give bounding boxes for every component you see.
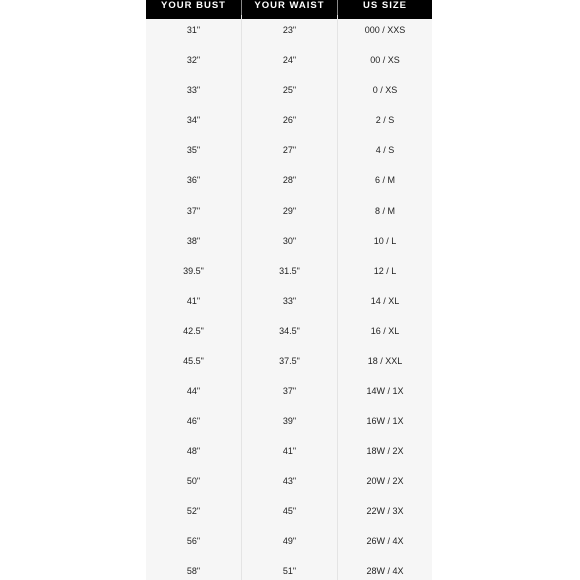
bust-cell: 46" [186, 416, 201, 427]
bust-cell: 36" [186, 175, 201, 186]
waist-cell: 49" [241, 526, 337, 556]
us-size-cell: 14 / XL [337, 286, 432, 316]
bust-cell: 33" [186, 85, 201, 96]
waist-cell: 45" [241, 496, 337, 526]
table-row [146, 526, 432, 556]
us-size-cell: 2 / S [337, 105, 432, 135]
bust-cell: 56" [186, 536, 201, 547]
bust-cell: 45.5" [183, 355, 204, 366]
bust-cell: 52" [186, 506, 201, 517]
waist-cell: 41" [241, 436, 337, 466]
bust-cell: 34" [186, 115, 201, 126]
waist-cell: 37.5" [241, 346, 337, 376]
us-size-cell: 16W / 1X [337, 406, 432, 436]
us-size-cell: 22W / 3X [337, 496, 432, 526]
waist-cell: 27" [241, 135, 337, 165]
us-size-cell: 26W / 4X [337, 526, 432, 556]
table-row [146, 376, 432, 406]
waist-cell: 43" [241, 466, 337, 496]
us-size-cell: 28W / 4X [337, 556, 432, 580]
waist-cell: 31.5" [241, 256, 337, 286]
waist-cell: 23" [241, 15, 337, 45]
bust-cell: 35" [186, 145, 201, 156]
bust-cell: 50" [186, 476, 201, 487]
waist-cell: 34.5" [241, 316, 337, 346]
size-chart-table [146, 0, 432, 580]
bust-cell: 58" [186, 566, 201, 577]
us-size-cell: 4 / S [337, 135, 432, 165]
bust-cell: 41" [186, 295, 201, 306]
us-size-cell: 000 / XXS [337, 15, 432, 45]
table-row [146, 466, 432, 496]
us-size-cell: 18 / XXL [337, 346, 432, 376]
bust-cell: 39.5" [183, 265, 204, 276]
table-row [146, 195, 432, 225]
table-row [146, 75, 432, 105]
us-size-cell: 00 / XS [337, 45, 432, 75]
us-size-cell: 8 / M [337, 195, 432, 225]
table-row [146, 15, 432, 45]
header-your-waist: YOUR WAIST [241, 0, 337, 19]
waist-cell: 29" [241, 195, 337, 225]
table-row [146, 165, 432, 195]
table-row [146, 135, 432, 165]
waist-cell: 30" [241, 226, 337, 256]
table-body [146, 15, 432, 580]
bust-cell: 44" [186, 385, 201, 396]
waist-cell: 25" [241, 75, 337, 105]
us-size-cell: 18W / 2X [337, 436, 432, 466]
table-row [146, 256, 432, 286]
bust-cell: 48" [186, 446, 201, 457]
table-row [146, 496, 432, 526]
table-row [146, 316, 432, 346]
us-size-cell: 12 / L [337, 256, 432, 286]
table-row [146, 45, 432, 75]
bust-cell: 31" [186, 25, 201, 36]
waist-cell: 39" [241, 406, 337, 436]
bust-cell: 38" [186, 235, 201, 246]
waist-cell: 51" [241, 556, 337, 580]
table-row [146, 406, 432, 436]
us-size-cell: 6 / M [337, 165, 432, 195]
bust-cell: 32" [186, 55, 201, 66]
table-row [146, 346, 432, 376]
table-row [146, 226, 432, 256]
us-size-cell: 0 / XS [337, 75, 432, 105]
waist-cell: 37" [241, 376, 337, 406]
table-row [146, 286, 432, 316]
header-us-size: US SIZE [337, 0, 432, 19]
table-row [146, 436, 432, 466]
waist-cell: 33" [241, 286, 337, 316]
waist-cell: 24" [241, 45, 337, 75]
us-size-cell: 16 / XL [337, 316, 432, 346]
header-your-bust: YOUR BUST [161, 0, 226, 11]
bust-cell: 42.5" [183, 325, 204, 336]
bust-cell: 37" [186, 205, 201, 216]
table-row [146, 556, 432, 580]
waist-cell: 26" [241, 105, 337, 135]
us-size-cell: 14W / 1X [337, 376, 432, 406]
waist-cell: 28" [241, 165, 337, 195]
table-row [146, 105, 432, 135]
us-size-cell: 10 / L [337, 226, 432, 256]
us-size-cell: 20W / 2X [337, 466, 432, 496]
